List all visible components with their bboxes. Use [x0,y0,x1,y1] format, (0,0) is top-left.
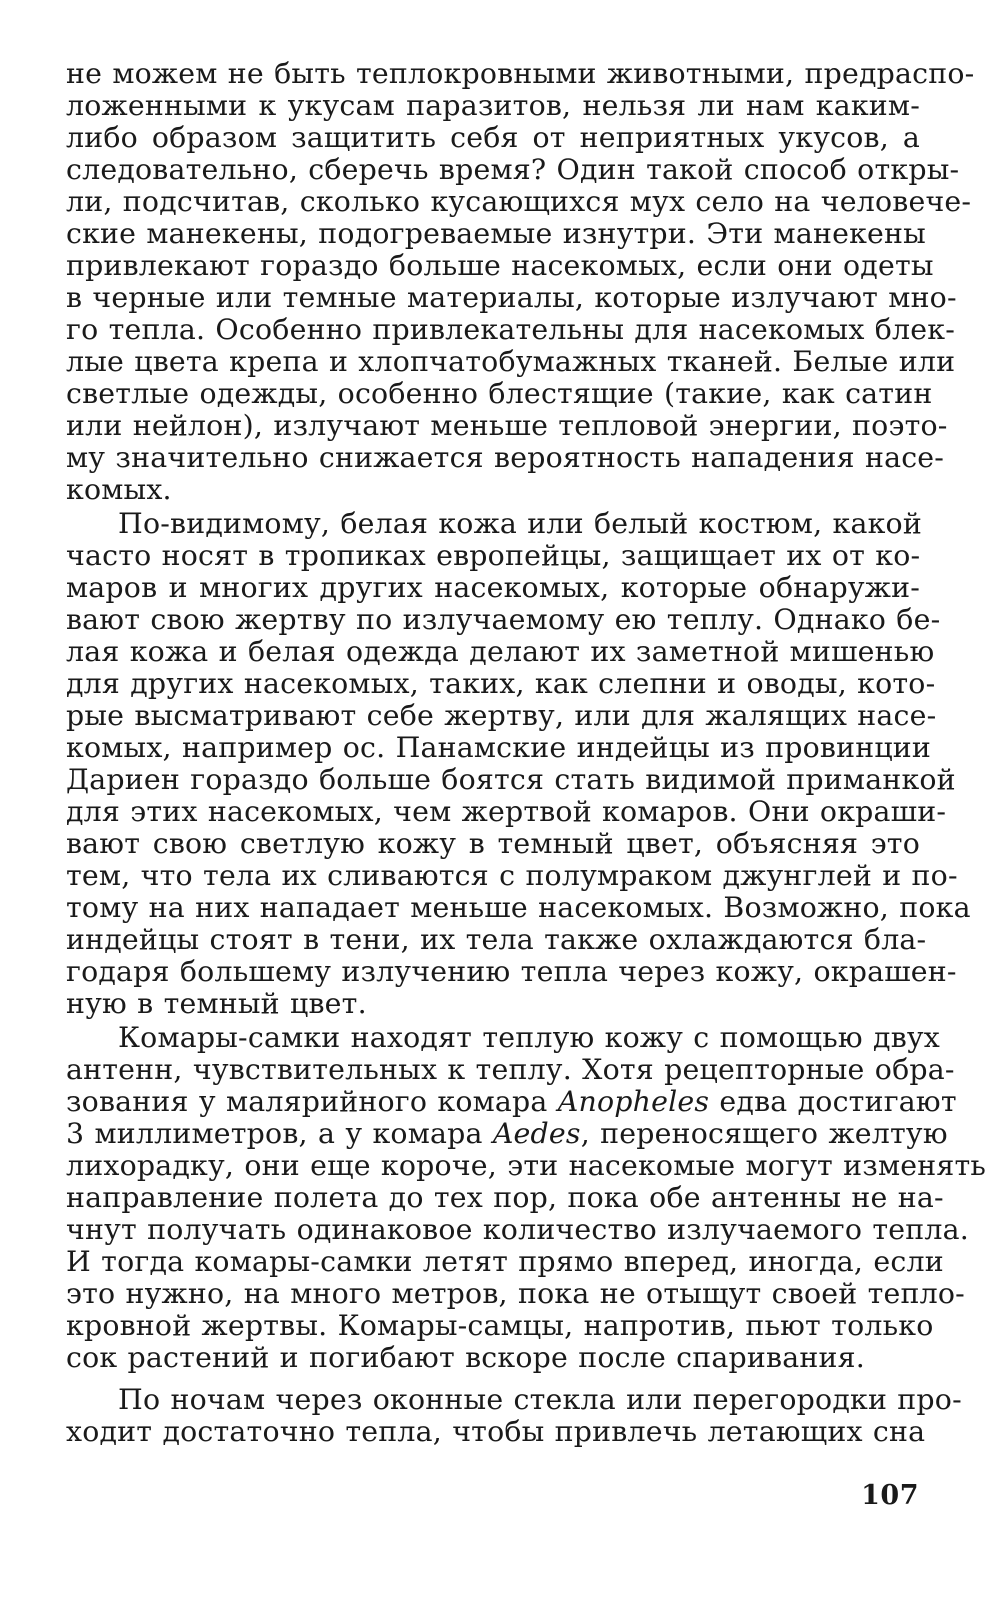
text-line: ходит достаточно тепла, чтобы привлечь летающих сна [66,1415,926,1448]
paragraph [66,57,975,506]
text-line: или нейлон), излучают меньше тепловой энергии, поэто- [66,409,948,442]
text-line: часто носят в тропиках европейцы, защищает их от ко- [66,539,921,572]
text-line: рые высматривают себе жертву, или для жалящих насе- [66,699,937,732]
text-line: не можем не быть теплокровными животными, предраспо- [66,57,975,90]
text-line: вают свою жертву по излучаемому ею теплу. Однако бе- [66,603,941,636]
text-line: вают свою светлую кожу в темный цвет, объясняя это [66,827,920,860]
text-line: кровной жертвы. Комары-самцы, напротив, пьют только [66,1309,934,1342]
page-body [66,57,987,1448]
text-line: И тогда комары-самки летят прямо вперед, иногда, если [66,1245,944,1278]
text-line: комых, например ос. Панамские индейцы из провинции [66,731,932,764]
text-line: лая кожа и белая одежда делают их заметной мишенью [66,635,935,668]
text-line: сок растений и погибают вскоре после спаривания. [66,1341,865,1374]
text-line: тому на них нападает меньше насекомых. Возможно, пока [66,891,971,924]
text-line: ную в темный цвет. [66,987,367,1020]
text-line: маров и многих других насекомых, которые обнаружи- [66,571,920,604]
text-line: это нужно, на много метров, пока не отыщут своей тепло- [66,1277,965,1310]
text-line: го тепла. Особенно привлекательны для насекомых блек- [66,313,956,346]
italic-term: Anopheles [557,1085,710,1118]
page-number: 107 [861,1480,919,1511]
text-line: му значительно снижается вероятность нападения насе- [66,441,945,474]
text-line: привлекают гораздо больше насекомых, если они одеты [66,249,934,282]
text-line: комых. [66,473,172,506]
text-line: направление полета до тех пор, пока обе антенны не на- [66,1181,944,1214]
text-line: Комары-самки находят теплую кожу с помощью двух [118,1021,940,1054]
text-line: светлые одежды, особенно блестящие (такие, как сатин [66,377,933,410]
text-line: ли, подсчитав, сколько кусающихся мух село на человече- [66,185,972,218]
text-line: зования у малярийного комара Anopheles едва достигают [66,1085,957,1118]
text-line: Дариен гораздо больше боятся стать видимой приманкой [66,763,956,796]
text-line: антенн, чувствительных к теплу. Хотя рецепторные обра- [66,1053,955,1086]
text-line: чнут получать одинаковое количество излучаемого тепла. [66,1213,969,1246]
text-line: По ночам через оконные стекла или перегородки про- [118,1383,962,1416]
text-line: либо образом защитить себя от неприятных укусов, а [66,121,920,154]
text-line: 3 миллиметров, а у комара Aedes, переносящего желтую [66,1117,948,1150]
text-line: для других насекомых, таких, как слепни и оводы, кото- [66,667,936,700]
text-line: тем, что тела их сливаются с полумраком джунглей и по- [66,859,958,892]
text-line: лихорадку, они еще короче, эти насекомые могут изменять [66,1149,987,1182]
text-line: для этих насекомых, чем жертвой комаров. Они окраши- [66,795,947,828]
text-line: ские манекены, подогреваемые изнутри. Эти манекены [66,217,926,250]
text-line: лые цвета крепа и хлопчатобумажных тканей. Белые или [66,345,956,378]
text-line: ложенными к укусам паразитов, нельзя ли нам каким- [66,89,920,122]
text-line: индейцы стоят в тени, их тела также охлаждаются бла- [66,923,927,956]
italic-term: Aedes [492,1117,581,1150]
paragraph [66,1021,987,1374]
text-line: По-видимому, белая кожа или белый костюм, какой [118,507,922,540]
paragraph [66,1383,962,1448]
paragraph [66,507,971,1020]
text-line: годаря большему излучению тепла через кожу, окрашен- [66,955,957,988]
text-line: в черные или темные материалы, которые излучают мно- [66,281,957,314]
text-line: следовательно, сберечь время? Один такой способ откры- [66,153,960,186]
